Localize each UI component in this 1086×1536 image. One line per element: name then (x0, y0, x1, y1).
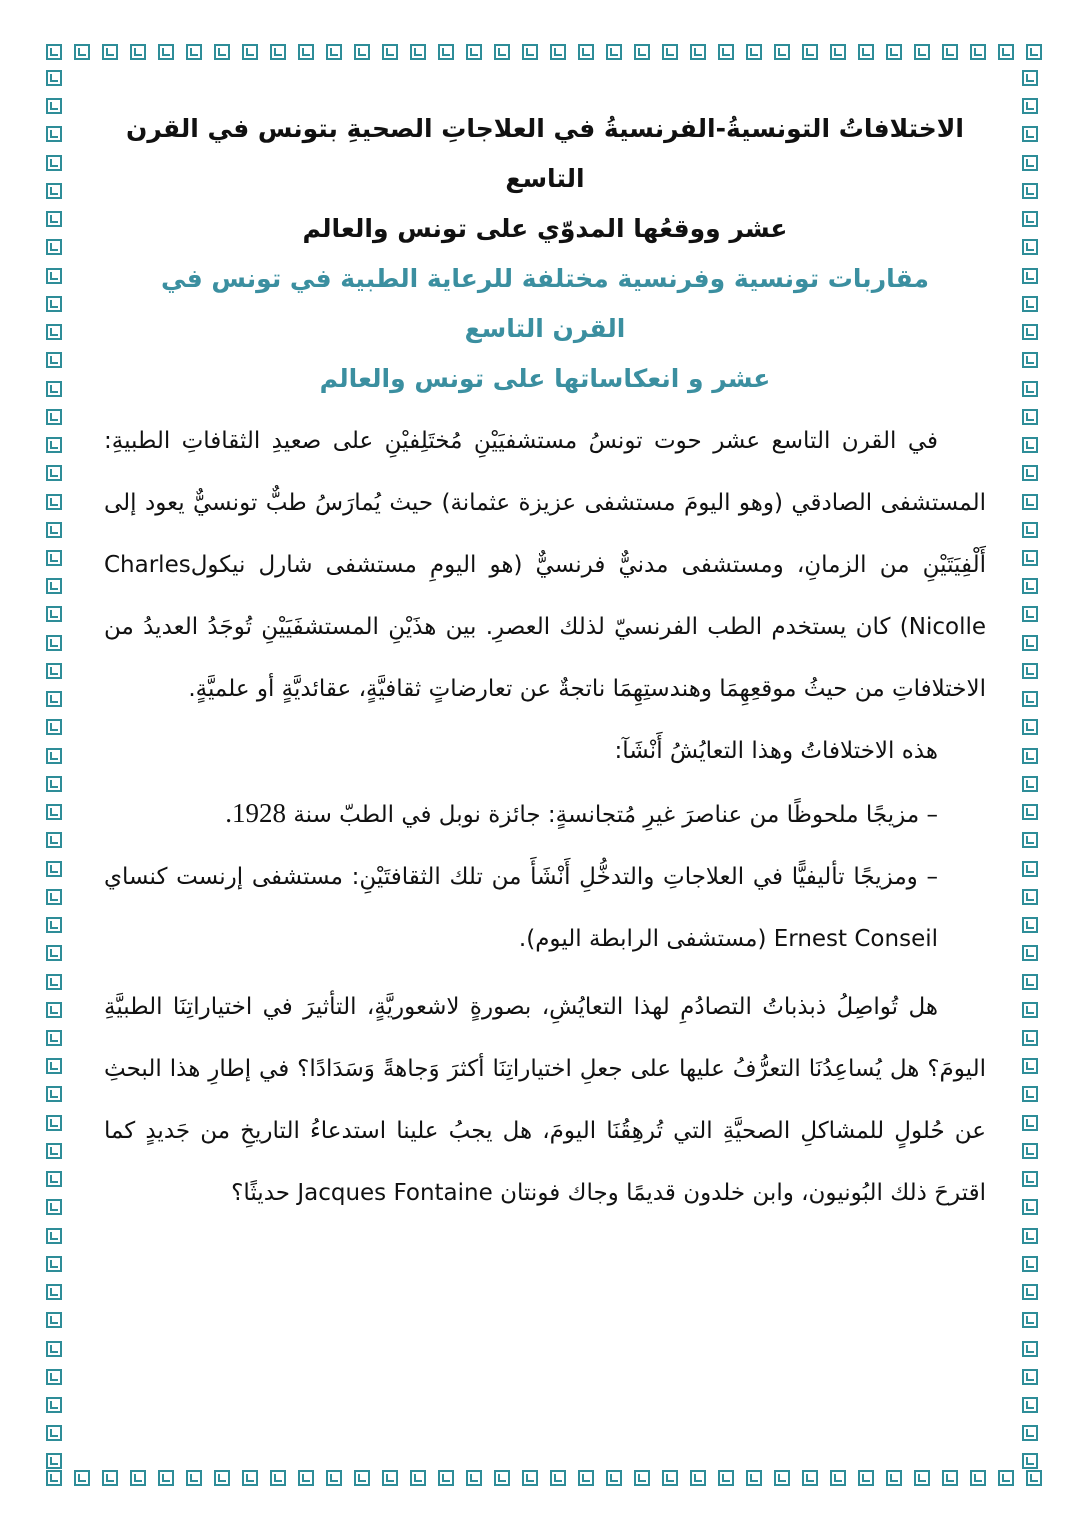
greek-key-square-icon (606, 44, 622, 60)
greek-key-square-icon (46, 1199, 62, 1215)
greek-key-square-icon (46, 719, 62, 735)
greek-key-square-icon (1022, 1058, 1038, 1074)
greek-key-square-icon (1022, 663, 1038, 679)
paragraph-2: هل تُواصِلُ ذبذباتُ التصادُمِ لهذا التعايُشِ، بصورةٍ لاشعوريَّةٍ، التأثيرَ في اختياراتِنَا الطبيَّةِ اليومَ؟ هل يُساعِدُنَا التعرُّفُ عليها على جعلِ اختياراتِنَا أكثرَ وَجاهةً وَسَدَادًا؟ في إطارِ هذا البحثِ عن حُلولٍ للمشاكلِ الصحيَّةِ التي تُرهِقُنَا اليومَ، هل يجبُ علينا استدعاءُ التاريخِ من جَديدٍ كما اقترحَ ذلك البُونيون، وابن خلدون قديمًا وجاك فونتان Jacques Fontaine حديثًا؟ (104, 994, 986, 1206)
greek-key-square-icon (1022, 1397, 1038, 1413)
greek-key-square-icon (466, 1470, 482, 1486)
greek-key-square-icon (858, 44, 874, 60)
greek-key-square-icon (1022, 324, 1038, 340)
greek-key-square-icon (438, 44, 454, 60)
greek-key-square-icon (130, 1470, 146, 1486)
greek-key-square-icon (690, 44, 706, 60)
greek-key-square-icon (46, 1115, 62, 1131)
greek-key-square-icon (690, 1470, 706, 1486)
greek-key-square-icon (46, 861, 62, 877)
greek-key-square-icon (1022, 1002, 1038, 1018)
greek-key-square-icon (550, 44, 566, 60)
greek-key-square-icon (1022, 126, 1038, 142)
greek-key-square-icon (326, 44, 342, 60)
greek-key-square-icon (46, 352, 62, 368)
greek-key-square-icon (46, 1086, 62, 1102)
greek-key-square-icon (1022, 861, 1038, 877)
greek-key-square-icon (466, 44, 482, 60)
greek-key-square-icon (1022, 1453, 1038, 1469)
greek-key-square-icon (46, 324, 62, 340)
greek-key-square-icon (102, 1470, 118, 1486)
greek-key-square-icon (46, 381, 62, 397)
greek-key-square-icon (1022, 239, 1038, 255)
greek-key-square-icon (634, 44, 650, 60)
greek-key-square-icon (438, 1470, 454, 1486)
greek-key-square-icon (634, 1470, 650, 1486)
greek-key-square-icon (46, 1397, 62, 1413)
greek-key-square-icon (746, 1470, 762, 1486)
greek-key-square-icon (1022, 974, 1038, 990)
greek-key-square-icon (270, 44, 286, 60)
greek-key-square-icon (578, 1470, 594, 1486)
greek-key-square-icon (158, 1470, 174, 1486)
greek-key-square-icon (46, 663, 62, 679)
greek-key-square-icon (46, 1058, 62, 1074)
greek-key-square-icon (1022, 211, 1038, 227)
greek-key-square-icon (1022, 832, 1038, 848)
greek-key-square-icon (46, 1228, 62, 1244)
intro-line: هذه الاختلافاتُ وهذا التعايُشُ أَنْشَآ: (614, 738, 938, 764)
greek-key-square-icon (354, 1470, 370, 1486)
greek-key-square-icon (46, 522, 62, 538)
greek-key-square-icon (46, 945, 62, 961)
greek-key-square-icon (1022, 1425, 1038, 1441)
greek-key-square-icon (1022, 945, 1038, 961)
greek-key-square-icon (802, 1470, 818, 1486)
greek-key-square-icon (718, 1470, 734, 1486)
list-item-year: 1928. (225, 798, 286, 828)
greek-key-square-icon (1022, 409, 1038, 425)
greek-key-square-icon (46, 578, 62, 594)
greek-key-square-icon (886, 44, 902, 60)
greek-key-square-icon (1022, 550, 1038, 566)
greek-key-square-icon (1022, 1115, 1038, 1131)
greek-key-square-icon (46, 1453, 62, 1469)
frame-left-border (46, 70, 66, 1470)
greek-key-square-icon (1022, 1171, 1038, 1187)
greek-key-square-icon (354, 44, 370, 60)
greek-key-square-icon (382, 44, 398, 60)
greek-key-square-icon (46, 776, 62, 792)
greek-key-square-icon (46, 211, 62, 227)
greek-key-square-icon (46, 494, 62, 510)
greek-key-square-icon (1022, 1256, 1038, 1272)
greek-key-square-icon (270, 1470, 286, 1486)
greek-key-square-icon (46, 606, 62, 622)
greek-key-square-icon (382, 1470, 398, 1486)
greek-key-square-icon (186, 1470, 202, 1486)
greek-key-square-icon (830, 1470, 846, 1486)
greek-key-square-icon (298, 1470, 314, 1486)
greek-key-square-icon (46, 437, 62, 453)
greek-key-square-icon (1022, 352, 1038, 368)
document-title (104, 104, 986, 254)
paragraph-1: في القرن التاسع عشر حوت تونسُ مستشفيَيْنِ مُختَلِفيْنِ على صعيدِ الثقافاتِ الطبيةِ: المستشفى الصادقي (وهو اليومَ مستشفى عزيزة عثمانة) حيث يُمارَسُ طبٌّ تونسيٌّ يعود إلى أَلْفِيَتَيْنِ من الزمانِ، ومستشفى مدنيٌّ فرنسيٌّ (هو اليومِ مستشفى شارل نيكولCharles Nicolle) كان يستخدم الطب الفرنسيّ لذلك العصرِ. بين هذَيْنِ المستشفَيَيْنِ تُوجَدُ العديدُ من الاختلافاتِ من حيثُ موقعِهِمَا وهندستِهِمَا ناتجةٌ عن تعارضاتٍ ثقافيَّةٍ، عقائديَّةٍ أو علميَّةٍ. (104, 428, 986, 702)
greek-key-square-icon (1022, 635, 1038, 651)
greek-key-square-icon (46, 1171, 62, 1187)
greek-key-square-icon (214, 44, 230, 60)
greek-key-square-icon (46, 1425, 62, 1441)
greek-key-square-icon (802, 44, 818, 60)
greek-key-square-icon (46, 409, 62, 425)
greek-key-square-icon (46, 1341, 62, 1357)
greek-key-square-icon (242, 44, 258, 60)
greek-key-square-icon (1022, 719, 1038, 735)
greek-key-square-icon (970, 1470, 986, 1486)
greek-key-square-icon (1022, 1086, 1038, 1102)
greek-key-square-icon (998, 1470, 1014, 1486)
greek-key-square-icon (886, 1470, 902, 1486)
greek-key-square-icon (46, 1470, 62, 1486)
greek-key-square-icon (46, 70, 62, 86)
greek-key-square-icon (1026, 44, 1042, 60)
greek-key-square-icon (46, 1030, 62, 1046)
greek-key-square-icon (46, 691, 62, 707)
subtitle-line-1: مقاربات تونسية وفرنسية مختلفة للرعاية الطبية في تونس في القرن التاسع (161, 264, 929, 343)
greek-key-square-icon (46, 155, 62, 171)
greek-key-square-icon (1022, 1030, 1038, 1046)
list-item-text: مزيجًا ملحوظًا من عناصرَ غيرِ مُتجانسةٍ: جائزة نوبل في الطبّ سنة (293, 802, 920, 828)
greek-key-square-icon (1022, 155, 1038, 171)
document-content (104, 104, 986, 1224)
greek-key-square-icon (1022, 691, 1038, 707)
greek-key-square-icon (46, 44, 62, 60)
greek-key-square-icon (102, 44, 118, 60)
greek-key-square-icon (130, 44, 146, 60)
greek-key-square-icon (522, 44, 538, 60)
greek-key-square-icon (1022, 889, 1038, 905)
greek-key-square-icon (914, 1470, 930, 1486)
greek-key-square-icon (46, 832, 62, 848)
greek-key-square-icon (46, 804, 62, 820)
subtitle-line-2: عشر و انعكاساتها على تونس والعالم (319, 364, 771, 393)
greek-key-square-icon (410, 1470, 426, 1486)
greek-key-square-icon (1022, 494, 1038, 510)
greek-key-square-icon (1022, 522, 1038, 538)
greek-key-square-icon (326, 1470, 342, 1486)
greek-key-square-icon (46, 974, 62, 990)
greek-key-square-icon (1022, 1143, 1038, 1159)
list-dash: – (926, 864, 938, 890)
greek-key-square-icon (46, 1284, 62, 1300)
greek-key-square-icon (1022, 1284, 1038, 1300)
greek-key-square-icon (46, 889, 62, 905)
greek-key-square-icon (74, 44, 90, 60)
greek-key-square-icon (970, 44, 986, 60)
greek-key-square-icon (942, 44, 958, 60)
greek-key-square-icon (46, 98, 62, 114)
greek-key-square-icon (46, 1143, 62, 1159)
greek-key-square-icon (1022, 268, 1038, 284)
greek-key-square-icon (494, 44, 510, 60)
greek-key-square-icon (830, 44, 846, 60)
greek-key-square-icon (1022, 1312, 1038, 1328)
greek-key-square-icon (46, 126, 62, 142)
frame-top-border (46, 44, 1042, 64)
greek-key-square-icon (1022, 606, 1038, 622)
greek-key-square-icon (718, 44, 734, 60)
greek-key-square-icon (1022, 296, 1038, 312)
greek-key-square-icon (1022, 98, 1038, 114)
bullet-list (104, 782, 986, 970)
greek-key-square-icon (1022, 804, 1038, 820)
greek-key-square-icon (1022, 1369, 1038, 1385)
title-line-1: الاختلافاتُ التونسيةُ-الفرنسيةُ في العلاجاتِ الصحيةِ بتونس في القرن التاسع (125, 114, 964, 193)
document-subtitle (104, 254, 986, 404)
greek-key-square-icon (46, 465, 62, 481)
greek-key-square-icon (46, 239, 62, 255)
greek-key-square-icon (858, 1470, 874, 1486)
greek-key-square-icon (662, 1470, 678, 1486)
greek-key-square-icon (46, 1369, 62, 1385)
greek-key-square-icon (242, 1470, 258, 1486)
title-line-2: عشر ووقعُها المدوّي على تونس والعالم (302, 214, 788, 243)
greek-key-square-icon (1022, 1341, 1038, 1357)
greek-key-square-icon (1022, 1199, 1038, 1215)
greek-key-square-icon (46, 1312, 62, 1328)
greek-key-square-icon (1026, 1470, 1042, 1486)
greek-key-square-icon (410, 44, 426, 60)
list-item (104, 846, 986, 970)
greek-key-square-icon (46, 268, 62, 284)
greek-key-square-icon (774, 44, 790, 60)
greek-key-square-icon (1022, 776, 1038, 792)
greek-key-square-icon (914, 44, 930, 60)
greek-key-square-icon (46, 183, 62, 199)
greek-key-square-icon (1022, 748, 1038, 764)
greek-key-square-icon (746, 44, 762, 60)
greek-key-square-icon (46, 917, 62, 933)
greek-key-square-icon (1022, 381, 1038, 397)
greek-key-square-icon (942, 1470, 958, 1486)
greek-key-square-icon (46, 296, 62, 312)
greek-key-square-icon (1022, 917, 1038, 933)
greek-key-square-icon (494, 1470, 510, 1486)
greek-key-square-icon (550, 1470, 566, 1486)
frame-right-border (1022, 70, 1042, 1470)
greek-key-square-icon (298, 44, 314, 60)
greek-key-square-icon (1022, 465, 1038, 481)
greek-key-square-icon (158, 44, 174, 60)
greek-key-square-icon (46, 550, 62, 566)
greek-key-square-icon (1022, 70, 1038, 86)
greek-key-square-icon (662, 44, 678, 60)
frame-bottom-border (46, 1470, 1042, 1490)
greek-key-square-icon (46, 748, 62, 764)
greek-key-square-icon (46, 1256, 62, 1272)
greek-key-square-icon (186, 44, 202, 60)
greek-key-square-icon (774, 1470, 790, 1486)
list-item (104, 782, 986, 846)
list-item-text: ومزيجًا تأليفيًّا في العلاجاتِ والتدخُّلِ أَنْشَأَ من تلك الثقافتَيْنِ: مستشفى إرنست كنساي Ernest Conseil (مستشفى الرابطة اليوم). (104, 864, 938, 952)
greek-key-square-icon (578, 44, 594, 60)
list-dash: – (926, 802, 938, 828)
greek-key-square-icon (1022, 1228, 1038, 1244)
greek-key-square-icon (1022, 183, 1038, 199)
greek-key-square-icon (1022, 578, 1038, 594)
greek-key-square-icon (46, 1002, 62, 1018)
greek-key-square-icon (606, 1470, 622, 1486)
greek-key-square-icon (998, 44, 1014, 60)
greek-key-square-icon (214, 1470, 230, 1486)
greek-key-square-icon (1022, 437, 1038, 453)
greek-key-square-icon (46, 635, 62, 651)
greek-key-square-icon (74, 1470, 90, 1486)
greek-key-square-icon (522, 1470, 538, 1486)
